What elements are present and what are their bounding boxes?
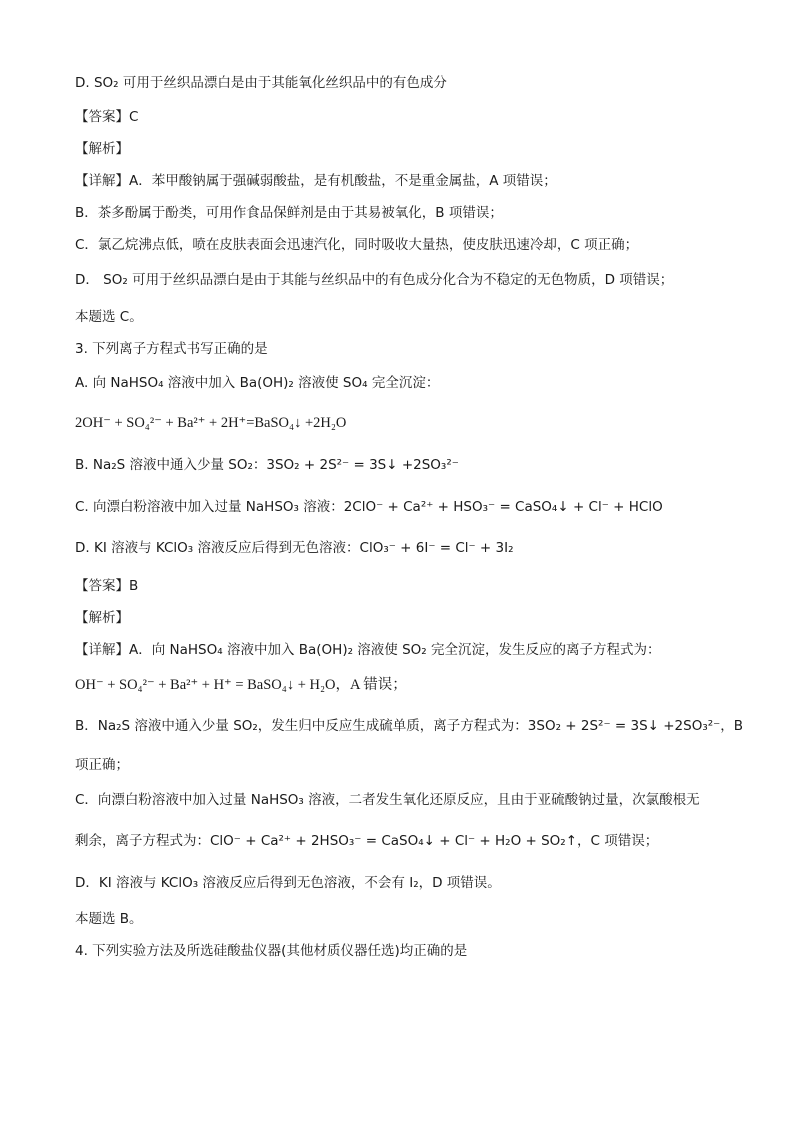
analysis-label: 【解析】 — [75, 141, 129, 157]
option-c-line: C. 向漂白粉溶液中加入过量 NaHSO₃ 溶液：2ClO⁻ + Ca²⁺ + HSO₃⁻ = CaSO₄↓ + Cl⁻ + HClO — [75, 499, 663, 515]
question-stem: 3. 下列离子方程式书写正确的是 — [75, 341, 268, 357]
option-b-line: B. Na₂S 溶液中通入少量 SO₂：3SO₂ + 2S²⁻ = 3S↓ +2SO₃²⁻ — [75, 457, 459, 473]
explanation-line: C．氯乙烷沸点低，喷在皮肤表面会迅速汽化，同时吸收大量热，使皮肤迅速冷却，C 项正确； — [75, 237, 639, 253]
explanation-line: B．茶多酚属于酚类，可用作食品保鲜剂是由于其易被氧化，B 项错误； — [75, 205, 503, 221]
analysis-label: 【解析】 — [75, 610, 129, 626]
explanation-line: D．KI 溶液与 KClO₃ 溶液反应后得到无色溶液，不会有 I₂，D 项错误。 — [75, 875, 501, 891]
explanation-line: B．Na₂S 溶液中通入少量 SO₂，发生归中反应生成硫单质，离子方程式为：3SO₂ + 2S²⁻ = 3S↓ +2SO₃²⁻，B — [75, 718, 744, 734]
explanation-line: C．向漂白粉溶液中加入过量 NaHSO₃ 溶液，二者发生氧化还原反应，且由于亚硫酸钠过量，次氯酸根无 — [75, 792, 700, 808]
explanation-line: 【详解】A．苯甲酸钠属于强碱弱酸盐，是有机酸盐，不是重金属盐，A 项错误； — [75, 173, 557, 189]
explanation-line: D． SO₂ 可用于丝织品漂白是由于其能与丝织品中的有色成分化合为不稳定的无色物质，D 项错误； — [75, 272, 674, 288]
option-d-line: D. KI 溶液与 KClO₃ 溶液反应后得到无色溶液：ClO₃⁻ + 6I⁻ = Cl⁻ + 3I₂ — [75, 540, 514, 556]
equation-line: OH⁻ + SO₄²⁻ + Ba²⁺ + H⁺ = BaSO₄↓ + H₂O，A 错误； — [75, 677, 407, 693]
conclusion-line: 本题选 C。 — [75, 309, 143, 325]
answer-label: 【答案】C — [75, 109, 139, 125]
explanation-line: 项正确； — [75, 757, 129, 773]
conclusion-line: 本题选 B。 — [75, 911, 143, 927]
answer-label: 【答案】B — [75, 578, 139, 594]
explanation-line: 剩余，离子方程式为：ClO⁻ + Ca²⁺ + 2HSO₃⁻ = CaSO₄↓ + Cl⁻ + H₂O + SO₂↑，C 项错误； — [75, 833, 659, 849]
option-d-line: D. SO₂ 可用于丝织品漂白是由于其能氧化丝织品中的有色成分 — [75, 75, 447, 91]
explanation-line: 【详解】A．向 NaHSO₄ 溶液中加入 Ba(OH)₂ 溶液使 SO₂ 完全沉淀，发生反应的离子方程式为： — [75, 642, 661, 658]
equation-line: 2OH⁻ + SO₄²⁻ + Ba²⁺ + 2H⁺=BaSO₄↓ +2H₂O — [75, 415, 347, 431]
question-stem: 4. 下列实验方法及所选硅酸盐仪器(其他材质仪器任选)均正确的是 — [75, 943, 468, 959]
option-a-line: A. 向 NaHSO₄ 溶液中加入 Ba(OH)₂ 溶液使 SO₄ 完全沉淀： — [75, 375, 440, 391]
